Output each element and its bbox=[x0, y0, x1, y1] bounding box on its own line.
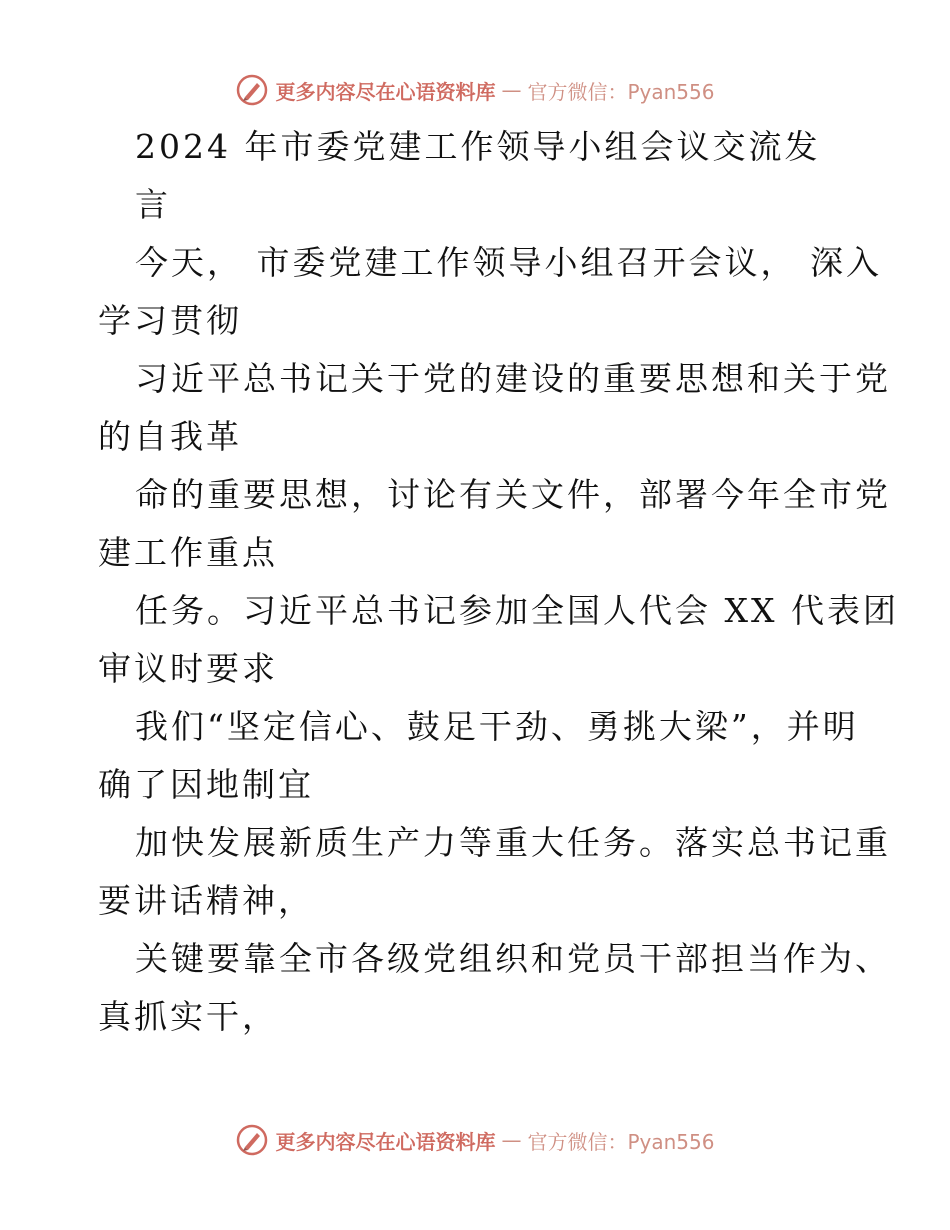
paragraph-line: 习近平总书记关于党的建设的重要思想和关于党 bbox=[135, 359, 891, 398]
banner-separator: — bbox=[501, 78, 522, 102]
paragraph-line: 今天， 市委党建工作领导小组召开会议， 深入 bbox=[135, 243, 882, 282]
banner-text: 更多内容尽在心语资料库 bbox=[275, 79, 496, 104]
banner-wechat: 官方微信：Pyan556 bbox=[527, 1129, 715, 1154]
quill-pen-seal-icon bbox=[235, 1123, 269, 1157]
paragraph-line: 关键要靠全市各级党组织和党员干部担当作为、 bbox=[135, 939, 891, 978]
paragraph-line: 的自我革 bbox=[98, 417, 242, 456]
header-watermark-banner bbox=[0, 70, 950, 110]
paragraph-line: 建工作重点 bbox=[98, 533, 278, 572]
banner-wechat: 官方微信：Pyan556 bbox=[527, 79, 715, 104]
paragraph-line: 真抓实干， bbox=[98, 997, 278, 1036]
banner-separator: — bbox=[501, 1128, 522, 1152]
paragraph-line: 学习贯彻 bbox=[98, 301, 242, 340]
paragraph-line: 审议时要求 bbox=[98, 649, 278, 688]
paragraph-line: 确了因地制宜 bbox=[98, 765, 314, 804]
paragraph-line: 加快发展新质生产力等重大任务。落实总书记重 bbox=[135, 823, 891, 862]
paragraph-line: 命的重要思想，讨论有关文件，部署今年全市党 bbox=[135, 475, 891, 514]
document-title-line-2: 言 bbox=[135, 185, 171, 224]
banner-text: 更多内容尽在心语资料库 bbox=[275, 1129, 496, 1154]
document-title-line-1: 2024 年市委党建工作领导小组会议交流发 bbox=[135, 127, 821, 166]
footer-watermark-banner bbox=[0, 1120, 950, 1160]
paragraph-line: 任务。习近平总书记参加全国人代会 XX 代表团 bbox=[135, 591, 899, 630]
paragraph-line: 我们“坚定信心、鼓足干劲、勇挑大梁”，并明 bbox=[135, 707, 859, 746]
paragraph-line: 要讲话精神， bbox=[98, 881, 314, 920]
quill-pen-seal-icon bbox=[235, 73, 269, 107]
